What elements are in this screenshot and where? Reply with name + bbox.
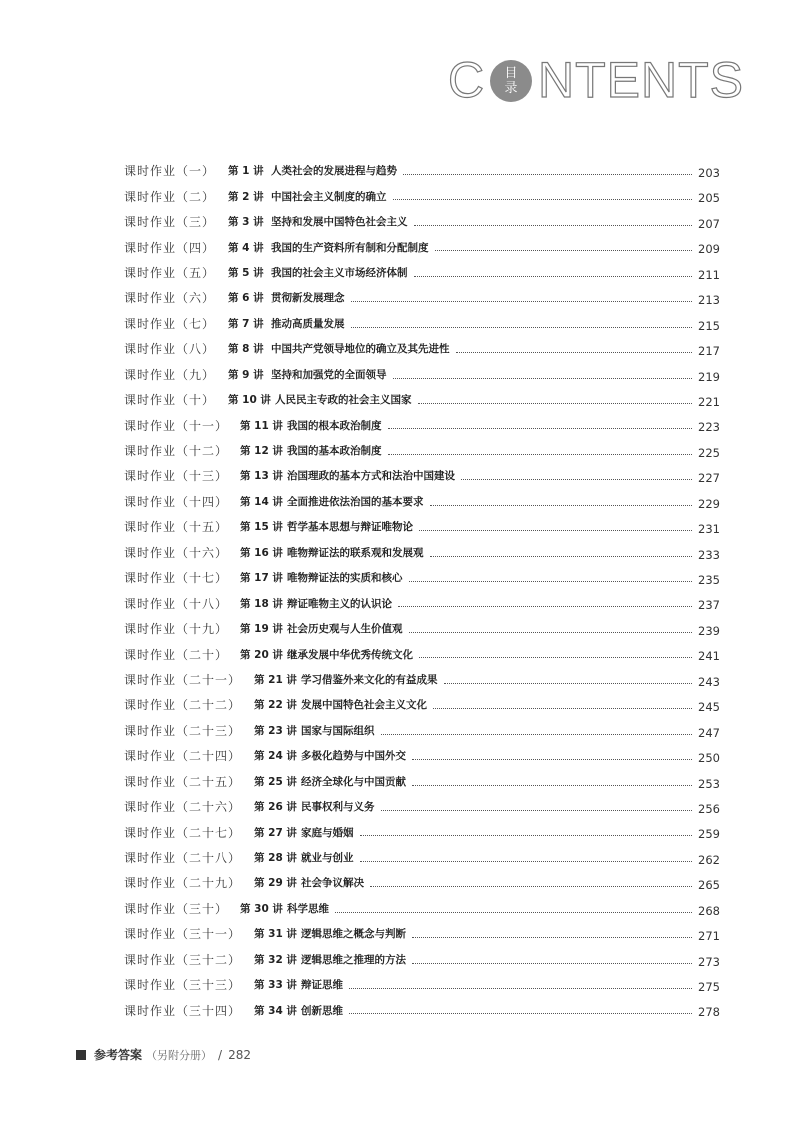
- toc-row[interactable]: [124, 285, 720, 310]
- answers-footer[interactable]: [76, 1046, 251, 1063]
- toc-title: 逻辑思维之概念与判断: [301, 928, 406, 941]
- toc-title: 逻辑思维之推理的方法: [301, 953, 406, 966]
- toc-lecture: 第 1 讲: [228, 165, 264, 178]
- toc-leader-dots: [351, 327, 692, 328]
- toc-leader-dots: [393, 199, 692, 200]
- toc-page-number: 253: [698, 776, 720, 791]
- toc-page-number: 243: [698, 674, 720, 689]
- toc-leader-dots: [461, 479, 692, 480]
- toc-title: 坚持和发展中国特色社会主义: [271, 216, 408, 229]
- toc-row[interactable]: [124, 183, 720, 208]
- toc-leader-dots: [456, 352, 692, 353]
- toc-lecture: 第 6 讲: [228, 292, 264, 305]
- answers-sub-label: （另附分册）: [146, 1048, 213, 1062]
- toc-page-number: 268: [698, 903, 720, 918]
- toc-label: 课时作业（十）: [124, 393, 216, 408]
- toc-leader-dots: [418, 403, 692, 404]
- badge-char-1: 目: [504, 66, 518, 81]
- toc-title: 推动高质量发展: [271, 317, 345, 330]
- toc-page-number: 265: [698, 878, 720, 893]
- toc-label: 课时作业（十六）: [124, 545, 229, 560]
- toc-row[interactable]: [124, 819, 720, 844]
- toc-title: 唯物辩证法的实质和核心: [287, 572, 403, 585]
- toc-row[interactable]: [124, 845, 720, 870]
- toc-page-number: 259: [698, 827, 720, 842]
- toc-row[interactable]: [124, 921, 720, 946]
- toc-row[interactable]: [124, 514, 720, 539]
- toc-title: 就业与创业: [301, 852, 354, 865]
- toc-leader-dots: [419, 657, 692, 658]
- toc-title: 坚持和加强党的全面领导: [271, 368, 387, 381]
- toc-leader-dots: [349, 988, 692, 989]
- toc-leader-dots: [412, 937, 692, 938]
- toc-lecture: 第 7 讲: [228, 317, 264, 330]
- toc-label: 课时作业（三十四）: [124, 1003, 242, 1018]
- toc-title: 辩证唯物主义的认识论: [287, 597, 392, 610]
- toc-title: 经济全球化与中国贡献: [301, 775, 406, 788]
- toc-lecture: 第 5 讲: [228, 266, 264, 279]
- toc-page-number: 235: [698, 573, 720, 587]
- toc-title: 创新思维: [301, 1004, 343, 1017]
- contents-badge: [490, 60, 532, 102]
- toc-label: 课时作业（二十一）: [124, 672, 242, 687]
- toc-title: 发展中国特色社会主义文化: [301, 699, 427, 712]
- toc-leader-dots: [398, 606, 692, 607]
- toc-lecture: 第 4 讲: [228, 241, 264, 254]
- toc-row[interactable]: [124, 362, 720, 387]
- toc-title: 贯彻新发展理念: [271, 292, 345, 305]
- toc-leader-dots: [444, 683, 692, 684]
- contents-rest-letters: NTENTS: [538, 52, 744, 108]
- toc-page-number: 262: [698, 852, 720, 867]
- toc-label: 课时作业（二十三）: [124, 723, 242, 738]
- toc-label: 课时作业（二十四）: [124, 749, 242, 764]
- toc-page-number: 275: [698, 980, 720, 994]
- toc-leader-dots: [393, 378, 692, 379]
- toc-leader-dots: [388, 428, 692, 429]
- toc-title: 人类社会的发展进程与趋势: [271, 165, 397, 178]
- toc-leader-dots: [435, 250, 692, 251]
- toc-page-number: 273: [698, 954, 720, 969]
- toc-label: 课时作业（八）: [124, 342, 216, 357]
- toc-leader-dots: [360, 835, 692, 836]
- toc-label: 课时作业（十七）: [124, 571, 229, 586]
- toc-leader-dots: [412, 759, 692, 760]
- toc-row[interactable]: [124, 540, 720, 565]
- toc-title: 国家与国际组织: [301, 724, 375, 737]
- toc-label: 课时作业（一）: [124, 164, 216, 179]
- toc-page-number: 237: [698, 598, 720, 613]
- contents-c-letter: C: [448, 52, 486, 108]
- toc-lecture: 第 25 讲: [254, 775, 297, 788]
- answers-separator: /: [218, 1047, 223, 1062]
- toc-lecture: 第 10 讲: [228, 394, 271, 407]
- toc-row[interactable]: [124, 616, 720, 641]
- toc-page-number: 203: [698, 166, 720, 180]
- toc-row[interactable]: [124, 870, 720, 895]
- toc-page-number: 256: [698, 801, 720, 816]
- toc-row[interactable]: [124, 311, 720, 336]
- toc-lecture: 第 9 讲: [228, 368, 264, 381]
- toc-lecture: 第 20 讲: [240, 648, 283, 661]
- toc-page-number: 247: [698, 725, 720, 740]
- toc-label: 课时作业（二十）: [124, 647, 229, 662]
- toc-lecture: 第 14 讲: [240, 495, 283, 508]
- toc-lecture: 第 8 讲: [228, 343, 264, 356]
- toc-label: 课时作业（七）: [124, 316, 216, 331]
- toc-page-number: 205: [698, 191, 720, 206]
- toc-label: 课时作业（二十八）: [124, 851, 242, 866]
- toc-title: 辩证思维: [301, 979, 343, 992]
- toc-page-number: 209: [698, 242, 720, 257]
- toc-page-number: 231: [698, 522, 720, 537]
- toc-label: 课时作业（十八）: [124, 596, 229, 611]
- toc-label: 课时作业（十九）: [124, 622, 229, 637]
- toc-page-number: 221: [698, 394, 720, 409]
- answers-label: 参考答案: [94, 1048, 143, 1062]
- toc-title: 全面推进依法治国的基本要求: [287, 495, 424, 508]
- toc-title: 我国的基本政治制度: [287, 445, 382, 458]
- answers-page-number: 282: [228, 1047, 251, 1062]
- toc-label: 课时作业（三十二）: [124, 952, 242, 967]
- toc-label: 课时作业（十三）: [124, 469, 229, 484]
- toc-lecture: 第 30 讲: [240, 902, 283, 915]
- toc-row[interactable]: [124, 590, 720, 615]
- toc-lecture: 第 27 讲: [254, 826, 297, 839]
- toc-leader-dots: [414, 225, 692, 226]
- toc-row[interactable]: [124, 692, 720, 717]
- toc-lecture: 第 24 讲: [254, 750, 297, 763]
- toc-lecture: 第 12 讲: [240, 445, 283, 458]
- toc-title: 民事权利与义务: [301, 801, 375, 814]
- toc-row[interactable]: [124, 336, 720, 361]
- toc-row[interactable]: [124, 438, 720, 463]
- toc-page-number: 271: [698, 929, 720, 944]
- toc-leader-dots: [414, 276, 692, 277]
- toc-label: 课时作业（十五）: [124, 520, 229, 535]
- toc-row[interactable]: [124, 997, 720, 1022]
- toc-title: 哲学基本思想与辩证唯物论: [287, 521, 413, 534]
- toc-label: 课时作业（九）: [124, 367, 216, 382]
- contents-header: [448, 52, 744, 108]
- toc-leader-dots: [349, 1013, 692, 1014]
- toc-title: 多极化趋势与中国外交: [301, 750, 406, 763]
- toc-title: 家庭与婚姻: [301, 826, 354, 839]
- toc-lecture: 第 28 讲: [254, 852, 297, 865]
- toc-lecture: 第 2 讲: [228, 190, 264, 203]
- toc-leader-dots: [419, 530, 692, 531]
- toc-page-number: 278: [698, 1005, 720, 1020]
- toc-title: 继承发展中华优秀传统文化: [287, 648, 413, 661]
- toc-lecture: 第 21 讲: [254, 673, 297, 686]
- toc-row[interactable]: [124, 234, 720, 259]
- toc-row[interactable]: [124, 896, 720, 921]
- toc-page-number: 250: [698, 751, 720, 766]
- toc-leader-dots: [335, 912, 692, 913]
- toc-row[interactable]: [124, 489, 720, 514]
- toc-leader-dots: [403, 174, 692, 175]
- square-bullet-icon: [76, 1050, 86, 1060]
- toc-lecture: 第 26 讲: [254, 801, 297, 814]
- toc-page-number: 233: [698, 547, 720, 562]
- toc-list: [124, 158, 720, 1023]
- toc-row[interactable]: [124, 565, 720, 590]
- toc-label: 课时作业（十二）: [124, 444, 229, 459]
- toc-row[interactable]: [124, 641, 720, 666]
- toc-label: 课时作业（十一）: [124, 418, 229, 433]
- toc-row[interactable]: [124, 769, 720, 794]
- toc-lecture: 第 34 讲: [254, 1004, 297, 1017]
- toc-page-number: 219: [698, 369, 720, 384]
- toc-label: 课时作业（三十一）: [124, 927, 242, 942]
- toc-lecture: 第 17 讲: [240, 572, 283, 585]
- toc-lecture: 第 18 讲: [240, 597, 283, 610]
- toc-title: 中国共产党领导地位的确立及其先进性: [271, 343, 450, 356]
- toc-lecture: 第 23 讲: [254, 724, 297, 737]
- toc-label: 课时作业（二十五）: [124, 774, 242, 789]
- toc-row[interactable]: [124, 158, 720, 183]
- toc-page-number: 217: [698, 344, 720, 359]
- toc-page-number: 241: [698, 649, 720, 664]
- toc-title: 社会争议解决: [301, 877, 364, 890]
- toc-page-number: 211: [698, 267, 720, 282]
- toc-leader-dots: [381, 734, 692, 735]
- toc-lecture: 第 29 讲: [254, 877, 297, 890]
- toc-page-number: 245: [698, 700, 720, 715]
- toc-leader-dots: [412, 785, 692, 786]
- toc-leader-dots: [430, 556, 692, 557]
- toc-row[interactable]: [124, 387, 720, 412]
- toc-leader-dots: [433, 708, 692, 709]
- toc-lecture: 第 19 讲: [240, 623, 283, 636]
- toc-label: 课时作业（三十三）: [124, 978, 242, 993]
- toc-page-number: 225: [698, 445, 720, 460]
- toc-page-number: 207: [698, 216, 720, 231]
- toc-row[interactable]: [124, 463, 720, 488]
- toc-title: 社会历史观与人生价值观: [287, 623, 403, 636]
- toc-page-number: 213: [698, 293, 720, 308]
- toc-title: 人民民主专政的社会主义国家: [275, 394, 412, 407]
- toc-title: 我国的根本政治制度: [287, 419, 382, 432]
- toc-lecture: 第 33 讲: [254, 979, 297, 992]
- toc-lecture: 第 22 讲: [254, 699, 297, 712]
- toc-leader-dots: [409, 632, 692, 633]
- toc-leader-dots: [409, 581, 692, 582]
- toc-page-number: 215: [698, 318, 720, 333]
- toc-label: 课时作业（二十六）: [124, 800, 242, 815]
- toc-leader-dots: [351, 301, 692, 302]
- toc-leader-dots: [388, 454, 692, 455]
- toc-row[interactable]: [124, 947, 720, 972]
- toc-row[interactable]: [124, 412, 720, 437]
- toc-label: 课时作业（十四）: [124, 494, 229, 509]
- toc-label: 课时作业（三十）: [124, 901, 229, 916]
- toc-page-number: 239: [698, 623, 720, 638]
- toc-page-number: 223: [698, 420, 720, 435]
- toc-title: 唯物辩证法的联系观和发展观: [287, 546, 424, 559]
- toc-leader-dots: [360, 861, 692, 862]
- toc-label: 课时作业（二十九）: [124, 876, 242, 891]
- toc-label: 课时作业（五）: [124, 265, 216, 280]
- toc-row[interactable]: [124, 209, 720, 234]
- toc-leader-dots: [412, 963, 692, 964]
- toc-leader-dots: [370, 886, 692, 887]
- toc-page-number: 229: [698, 496, 720, 511]
- toc-label: 课时作业（二）: [124, 189, 216, 204]
- toc-lecture: 第 3 讲: [228, 216, 264, 229]
- toc-title: 我国的社会主义市场经济体制: [271, 266, 408, 279]
- toc-row[interactable]: [124, 743, 720, 768]
- toc-label: 课时作业（二十七）: [124, 825, 242, 840]
- toc-title: 治国理政的基本方式和法治中国建设: [287, 470, 455, 483]
- toc-lecture: 第 15 讲: [240, 521, 283, 534]
- toc-title: 中国社会主义制度的确立: [271, 190, 387, 203]
- toc-leader-dots: [430, 505, 692, 506]
- toc-row[interactable]: [124, 667, 720, 692]
- toc-row[interactable]: [124, 718, 720, 743]
- toc-page-number: 227: [698, 471, 720, 486]
- toc-title: 学习借鉴外来文化的有益成果: [301, 673, 438, 686]
- toc-lecture: 第 16 讲: [240, 546, 283, 559]
- toc-label: 课时作业（二十二）: [124, 698, 242, 713]
- toc-leader-dots: [381, 810, 692, 811]
- toc-row[interactable]: [124, 260, 720, 285]
- toc-label: 课时作业（四）: [124, 240, 216, 255]
- toc-lecture: 第 13 讲: [240, 470, 283, 483]
- toc-lecture: 第 32 讲: [254, 953, 297, 966]
- toc-row[interactable]: [124, 794, 720, 819]
- toc-label: 课时作业（三）: [124, 215, 216, 230]
- toc-lecture: 第 31 讲: [254, 928, 297, 941]
- toc-title: 我国的生产资料所有制和分配制度: [271, 241, 429, 254]
- toc-row[interactable]: [124, 972, 720, 997]
- toc-title: 科学思维: [287, 902, 329, 915]
- toc-lecture: 第 11 讲: [240, 419, 283, 432]
- badge-char-2: 录: [504, 81, 518, 96]
- toc-label: 课时作业（六）: [124, 291, 216, 306]
